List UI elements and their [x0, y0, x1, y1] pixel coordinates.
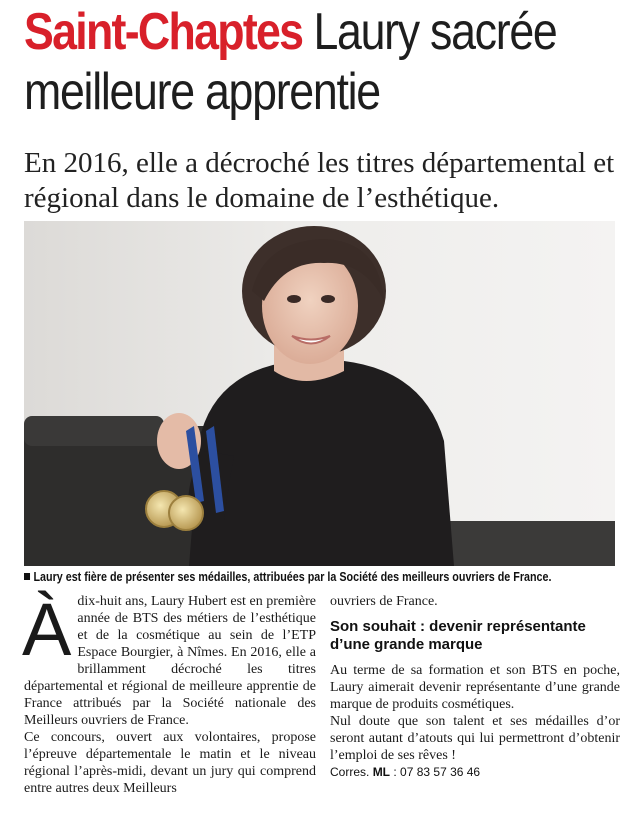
- drop-cap: À: [22, 588, 72, 671]
- paragraph-4: Au terme de sa formation et son BTS en poche, Laury aimerait devenir représentante d’une grande marque de produits cosmétiques.: [330, 663, 620, 712]
- paragraph-3: ouvriers de France.: [330, 594, 438, 609]
- headline-title-line1: Laury sacrée: [313, 3, 557, 61]
- correspondent-credit: [330, 764, 620, 781]
- headline: [24, 2, 635, 122]
- corres-phone: : 07 83 57 36 46: [393, 765, 481, 779]
- article-column-2: [330, 593, 620, 781]
- paragraph-1: dix-huit ans, Laury Hubert est en première année de BTS des métiers de l’esthétique et de la cosmétique au sein de l’ETP Espace Bourgier, à Nîmes. En 2016, elle a brillamment décroché les titres départemental et régional de meilleure apprentie de France attribués par la Société nationale des Meilleurs ouvriers de France.: [24, 594, 316, 728]
- paragraph-2: Ce concours, ouvert aux volontaires, propose l’épreuve départementale le matin et le niveau régional l’après-midi, devant un jury qui comprend entre autres deux Meilleurs: [24, 730, 316, 796]
- section-subtitle: Son souhait : devenir représentante d’une grande marque: [330, 618, 586, 653]
- caption-bullet-icon: [24, 573, 30, 580]
- article-photo: [24, 221, 615, 566]
- subheadline: En 2016, elle a décroché les titres départemental et régional dans le domaine de l’esthétique.: [24, 147, 615, 214]
- photo-caption: [24, 570, 550, 585]
- caption-text: Laury est fière de présenter ses médailles, attribuées par la Société des meilleurs ouvriers de France.: [33, 570, 552, 584]
- corres-initials: ML: [372, 765, 391, 779]
- paragraph-5: Nul doute que son talent et ses médailles d’or seront autant d’atouts qui lui permettront d’obtenir l’emploi de ses rêves !: [330, 714, 620, 763]
- corres-label: Corres.: [330, 765, 370, 779]
- photo-illustration: [24, 221, 615, 566]
- headline-place: Saint-Chaptes: [24, 3, 303, 61]
- headline-title-line2: meilleure apprentie: [24, 63, 380, 121]
- article-column-1: [22, 588, 316, 797]
